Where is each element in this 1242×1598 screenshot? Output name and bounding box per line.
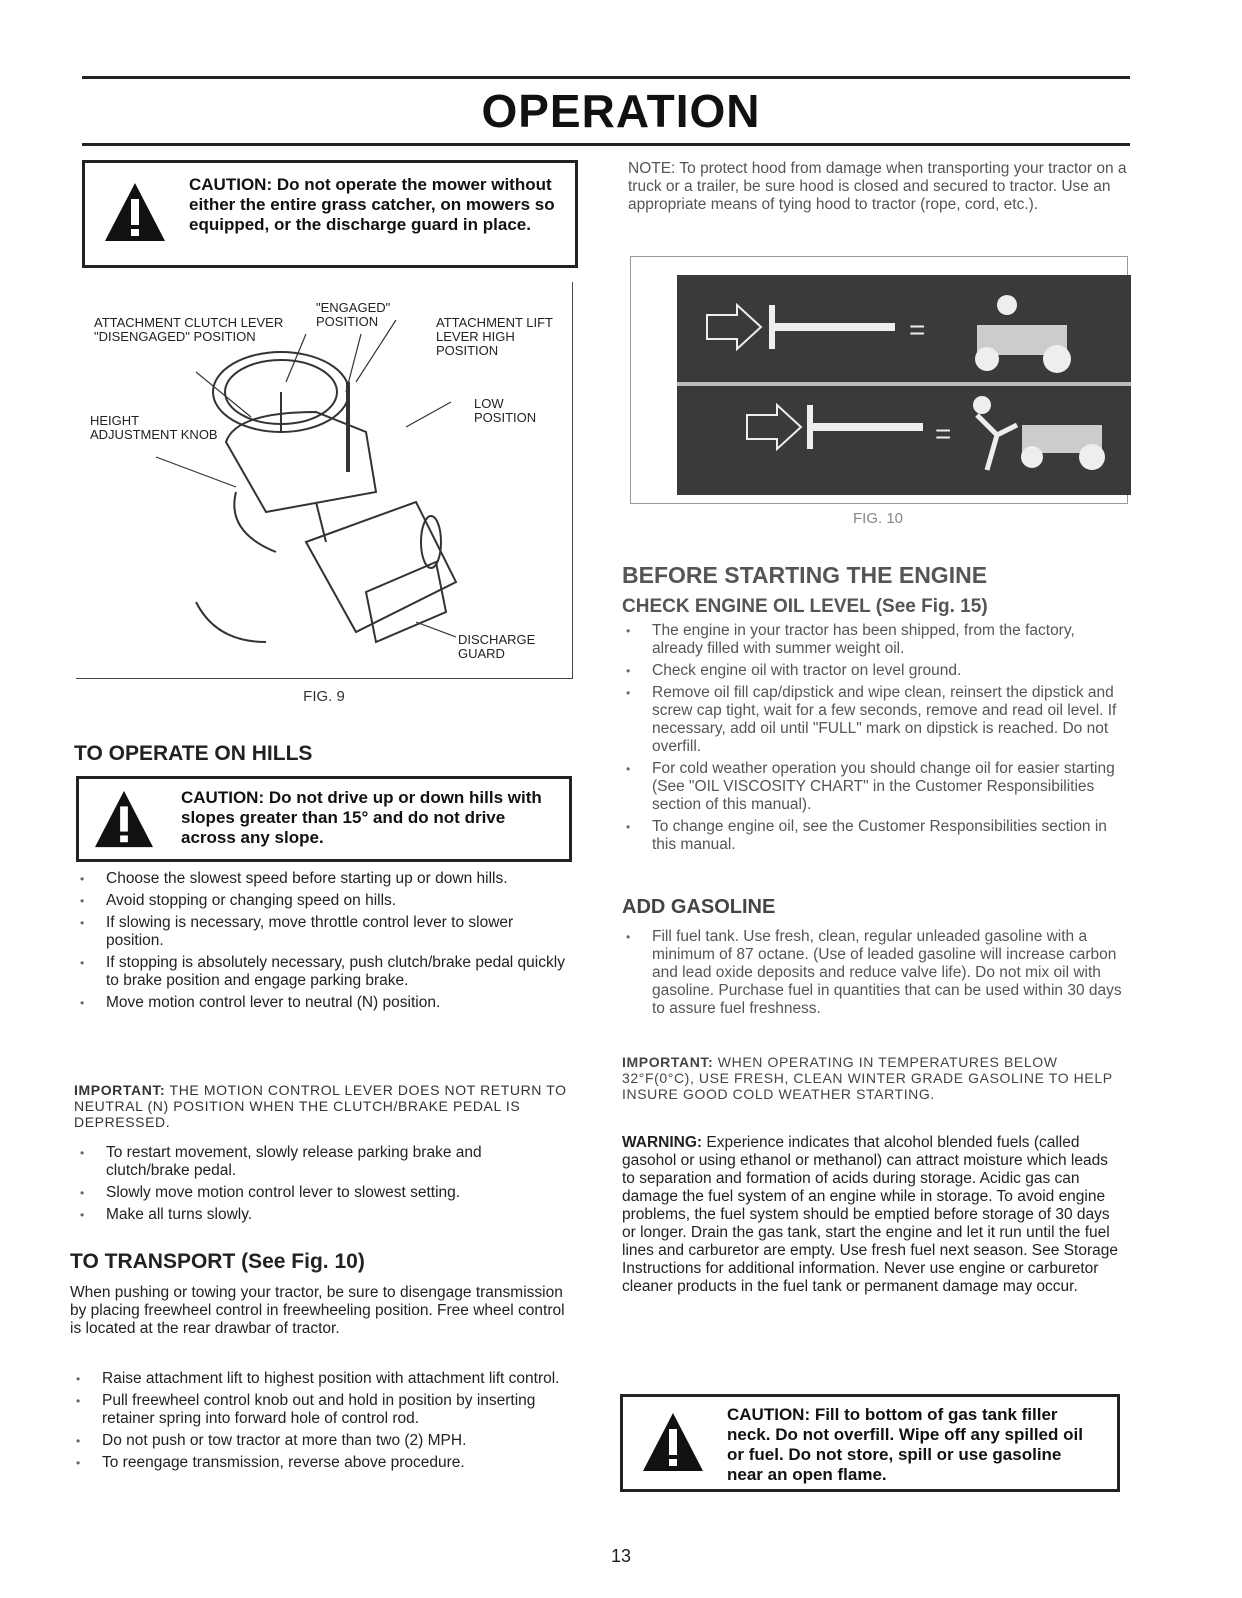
subheading-oil-level: CHECK ENGINE OIL LEVEL (See Fig. 15) xyxy=(622,596,988,617)
list-item: • Check engine oil with tractor on level ground. xyxy=(618,662,1126,680)
transport-intro: When pushing or towing your tractor, be sure to disengage transmission by placing freewheel control in freewheeling position. Free wheel control is located at the rear drawbar of tractor. xyxy=(70,1284,565,1337)
svg-text:=: = xyxy=(935,418,952,449)
hills-bullets xyxy=(72,870,568,1016)
heading-before-starting: BEFORE STARTING THE ENGINE xyxy=(622,562,988,588)
caution-text-mower: CAUTION: Do not operate the mower without either the entire grass catcher, on mowers so equipped, or the discharge guard in place. xyxy=(189,175,555,234)
important-text: THE MOTION CONTROL LEVER DOES NOT RETURN TO NEUTRAL (N) POSITION WHEN THE CLUTCH/BRAKE PEDAL IS DEPRESSED. xyxy=(74,1082,567,1130)
fig10-caption: FIG. 10 xyxy=(852,510,904,527)
fig9-caption: FIG. 9 xyxy=(303,688,345,705)
list-item: • Fill fuel tank. Use fresh, clean, regular unleaded gasoline with a minimum of 87 octane. (Use of leaded gasoline will increase carbon and lead oxide deposits and reduce valve life). Do not mix oil with gasoline. Purchase fuel in quantities that can be used within 30 days to assure fuel freshness. xyxy=(618,928,1126,1018)
list-item: • To restart movement, slowly release parking brake and clutch/brake pedal. xyxy=(72,1144,568,1180)
hills-bullets-2 xyxy=(72,1144,568,1228)
list-item: • To change engine oil, see the Customer Responsibilities section in this manual. xyxy=(618,818,1126,854)
caution-box-gasoline xyxy=(620,1394,1120,1492)
page-title: OPERATION xyxy=(481,85,761,137)
warning-text: Experience indicates that alcohol blended fuels (called gasohol or using ethanol or methanol) can attract moisture which leads to separation and formation of acids during storage. Acidic gas can damage the fuel system of an engine while in storage. To avoid engine problems, the fuel system should be emptied before storage of 30 days or longer. Drain the gas tank, start the engine and let it run until the fuel lines and carburetor are empty. Use fresh fuel next season. See Storage Instructions for additional information. Never use engine or carburetor cleaner products in the fuel tank or permanent damage may occur. xyxy=(622,1134,1118,1295)
oil-bullets xyxy=(618,622,1126,858)
heading-hills: TO OPERATE ON HILLS xyxy=(74,742,313,765)
warning-triangle-icon xyxy=(93,789,155,849)
list-item: • For cold weather operation you should change oil for easier starting (See "OIL VISCOSITY CHART" in the Customer Responsibilities section of this manual). xyxy=(618,760,1126,814)
list-item: • Slowly move motion control lever to slowest setting. xyxy=(72,1184,568,1202)
list-item: • To reengage transmission, reverse above procedure. xyxy=(68,1454,568,1472)
list-item: • Move motion control lever to neutral (N) position. xyxy=(72,994,568,1012)
transport-bullets xyxy=(68,1370,568,1476)
warning-alcohol xyxy=(622,1134,1122,1296)
label-height: HEIGHT ADJUSTMENT KNOB xyxy=(90,413,218,442)
list-item: • Remove oil fill cap/dipstick and wipe clean, reinsert the dipstick and screw cap tight, wait for a few seconds, remove and read oil level. If necessary, add oil until "FULL" mark on dipstick is reached. Do not overfill. xyxy=(618,684,1126,756)
label-discharge: DISCHARGE GUARD xyxy=(458,632,536,661)
figure-10 xyxy=(630,256,1128,504)
list-item: • Make all turns slowly. xyxy=(72,1206,568,1224)
page-number: 13 xyxy=(610,1546,632,1566)
caution-text-hills: CAUTION: Do not drive up or down hills with slopes greater than 15° and do not drive across any slope. xyxy=(181,788,542,847)
important-motion xyxy=(74,1082,568,1130)
important-winter xyxy=(622,1054,1122,1102)
figure-9 xyxy=(76,282,573,679)
important-text: WHEN OPERATING IN TEMPERATURES BELOW 32°F(0°C), USE FRESH, CLEAN WINTER GRADE GASOLINE TO HELP INSURE GOOD COLD WEATHER STARTING. xyxy=(622,1054,1113,1102)
note-hood: NOTE: To protect hood from damage when transporting your tractor on a truck or a trailer, be sure hood is closed and secured to tractor. Use an appropriate means of tying hood to tractor (rope, cord, etc.). xyxy=(628,160,1127,213)
caution-box-hills xyxy=(76,776,572,862)
title-rule xyxy=(82,143,1130,146)
list-item: • Choose the slowest speed before starting up or down hills. xyxy=(72,870,568,888)
heading-add-gasoline: ADD GASOLINE xyxy=(622,896,776,918)
label-lift: ATTACHMENT LIFT LEVER HIGH POSITION xyxy=(436,315,553,358)
list-item: • If slowing is necessary, move throttle control lever to slower position. xyxy=(72,914,568,950)
list-item: • Do not push or tow tractor at more than two (2) MPH. xyxy=(68,1432,568,1450)
caution-box-mower xyxy=(82,160,578,268)
important-label: IMPORTANT: xyxy=(74,1082,166,1098)
list-item: • The engine in your tractor has been shipped, from the factory, already filled with summer weight oil. xyxy=(618,622,1126,658)
heading-transport: TO TRANSPORT (See Fig. 10) xyxy=(70,1250,365,1273)
warning-triangle-icon xyxy=(103,181,167,243)
label-clutch: ATTACHMENT CLUTCH LEVER "DISENGAGED" POSITION xyxy=(94,315,284,344)
list-item: • If stopping is absolutely necessary, push clutch/brake pedal quickly to brake position and engage parking brake. xyxy=(72,954,568,990)
svg-text:=: = xyxy=(909,314,926,345)
list-item: • Avoid stopping or changing speed on hills. xyxy=(72,892,568,910)
caution-text-gasoline: CAUTION: Fill to bottom of gas tank filler neck. Do not overfill. Wipe off any spilled oil or fuel. Do not store, spill or use gasoline near an open flame. xyxy=(727,1405,1083,1484)
gasoline-bullets xyxy=(618,928,1126,1022)
label-engaged: "ENGAGED" POSITION xyxy=(316,300,391,329)
important-label: IMPORTANT: xyxy=(622,1054,714,1070)
warning-triangle-icon xyxy=(641,1411,705,1473)
top-rule xyxy=(82,76,1130,79)
label-low: LOW POSITION xyxy=(474,396,537,425)
list-item: • Raise attachment lift to highest position with attachment lift control. xyxy=(68,1370,568,1388)
warning-label: WARNING: xyxy=(622,1134,703,1151)
transport-illustration xyxy=(677,275,1131,495)
list-item: • Pull freewheel control knob out and hold in position by inserting retainer spring into forward hole of control rod. xyxy=(68,1392,568,1428)
